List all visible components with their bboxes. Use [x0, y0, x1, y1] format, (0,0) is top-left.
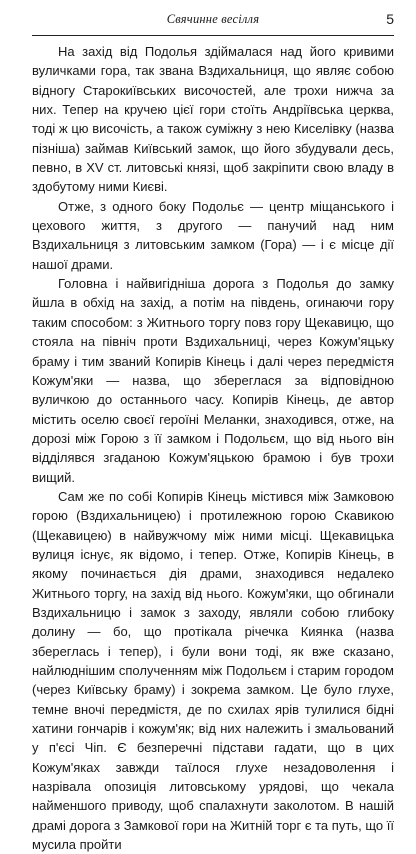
paragraph: Головна і найвигідніша дорога з Подолья до замку йшла в обхід на захід, а потім на південь, огинаючи гору таким способом: з Житнього торгу повз гору Щекавицю, що стояла на північ проти Вздихальниці, через Кожум'яцьку браму і тим званий Копирів Кінець і далі через передмістя Кожум'яки — назва, що збереглася за відповідною вуличкою до останнього часу. Копирів Кінець, де автор містить оселю своєї героїні Меланки, знаходився, отже, на дорозі між Горою з її замком і Подольєм, що від нього він відділявся згаданою Кожум'яцькою брамою і був трохи вищий.: [32, 276, 394, 485]
body-text: [32, 42, 394, 854]
paragraph: Сам же по собі Копирів Кінець містився між Замковою горою (Вздихальницею) і протилежною горою Скавикою (Щекавицею) в найвужчому між ними місці. Щекавицька вулиця існує, як відомо, і тепер. Отже, Копирів Кінець, в якому починається дія драми, знаходився недалеко Житнього торгу, на захід від нього. Кожум'яки, що обгинали Вздихальницю і замок з заходу, являли собою глибоку долину — бо, що протікала річечка Киянка (назва збереглась і тепер), і були вони тоді, як вже сказано, найлюднішим сполученням між Подольєм і старим городом (через Київську браму) і зокрема замком. Це було глухе, темне вночі передмістя, де по схилах ярів тулилися бідні хатини гончарів і кожум'як; від них належить і змальований у п'єсі Чіп. Є безперечні підстави гадати, що в цих Кожум'яках завжди таїлося глухе незадоволення і назрівала опозиція литовському урядові, що чекала найменшого приводу, щоб спалахнути заколотом. В нашій драмі дорога з Замкової гори на Житній торг є та путь, що її мусила пройти: [32, 488, 394, 853]
page-number: 5: [386, 11, 394, 27]
paragraph: Отже, з одного боку Подольє — центр міщанського і цехового життя, з другого — панучий над ним Вздихальниця з литовським замком (Гора) — і є місце дії нашої драми.: [32, 198, 394, 272]
running-title: Свячинне весілля: [166, 12, 260, 26]
running-header: [32, 12, 394, 34]
header-rule: [32, 35, 394, 36]
paragraph: На захід від Подолья здіймалася над його кривими вуличками гора, так звана Вздихальниця, що являє собою відногу Старокиївських височостей, але трохи нижча за них. Тепер на кручею цієї гори стоїть Андріївська церква, тоді ж цю височість, а також суміжну з нею Киселівку (назва пізніша) займав Київський замок, що його збудували десь, певно, в XV ст. литовські князі, щоб закріпити свою владу в здобутому ними Києві.: [32, 44, 394, 195]
